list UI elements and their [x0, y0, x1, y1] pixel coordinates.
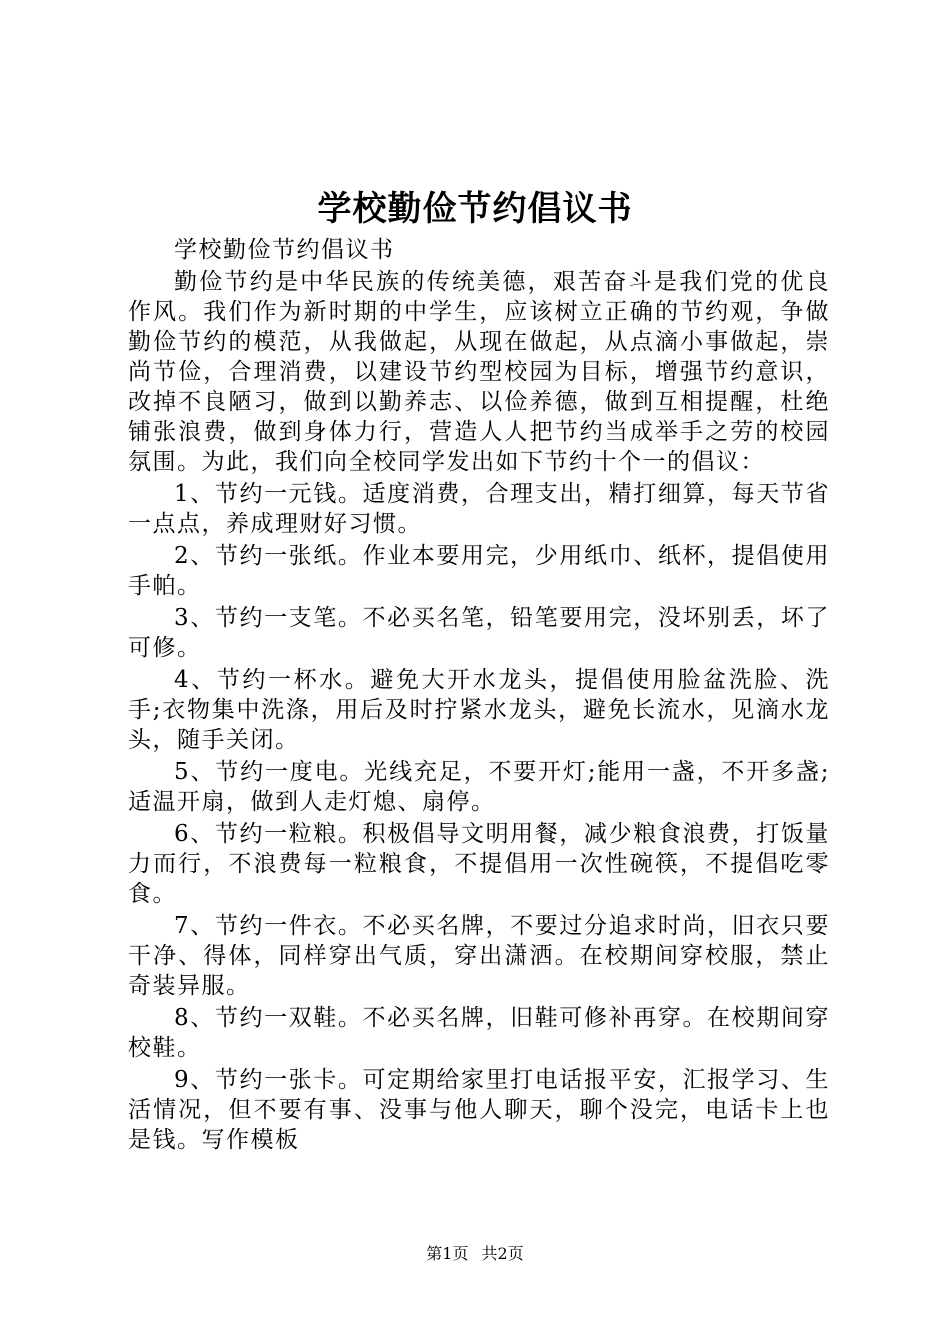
list-item: 4、节约一杯水。避免大开水龙头，提倡使用脸盆洗脸、洗手;衣物集中洗涤，用后及时拧紧水龙头，避免长流水，见滴水龙头，随手关闭。: [128, 667, 830, 753]
list-item: 9、节约一张卡。可定期给家里打电话报平安，汇报学习、生活情况，但不要有事、没事与他人聊天，聊个没完，电话卡上也是钱。写作模板: [128, 1067, 830, 1153]
list-item: 7、节约一件衣。不必买名牌，不要过分追求时尚，旧衣只要干净、得体，同样穿出气质，穿出潇洒。在校期间穿校服，禁止奇装异服。: [128, 913, 830, 999]
page-number: 第1页: [426, 1244, 469, 1263]
document-title: 学校勤俭节约倡议书: [317, 189, 633, 229]
list-item: 8、节约一双鞋。不必买名牌，旧鞋可修补再穿。在校期间穿校鞋。: [128, 1005, 830, 1061]
list-item: 6、节约一粒粮。积极倡导文明用餐，减少粮食浪费，打饭量力而行，不浪费每一粒粮食，不提倡用一次性碗筷，不提倡吃零食。: [128, 821, 830, 907]
page-total: 共2页: [481, 1244, 524, 1263]
page-footer: [0, 1243, 950, 1265]
list-item: 5、节约一度电。光线充足，不要开灯;能用一盏，不开多盏;适温开扇，做到人走灯熄、扇停。: [128, 759, 830, 815]
document-body: [128, 235, 830, 1155]
list-item: 3、节约一支笔。不必买名笔，铅笔要用完，没坏别丢，坏了可修。: [128, 605, 830, 661]
document-subtitle: 学校勤俭节约倡议书: [174, 237, 395, 263]
list-item: 1、节约一元钱。适度消费，合理支出，精打细算，每天节省一点点，养成理财好习惯。: [128, 481, 830, 537]
intro-paragraph: 勤俭节约是中华民族的传统美德，艰苦奋斗是我们党的优良作风。我们作为新时期的中学生，应该树立正确的节约观，争做勤俭节约的模范，从我做起，从现在做起，从点滴小事做起，崇尚节俭，合理消费，以建设节约型校园为目标，增强节约意识，改掉不良陋习，做到以勤养志、以俭养德，做到互相提醒，杜绝铺张浪费，做到身体力行，营造人人把节约当成举手之劳的校园氛围。为此，我们向全校同学发出如下节约十个一的倡议：: [128, 269, 830, 475]
list-item: 2、节约一张纸。作业本要用完，少用纸巾、纸杯，提倡使用手帕。: [128, 543, 830, 599]
